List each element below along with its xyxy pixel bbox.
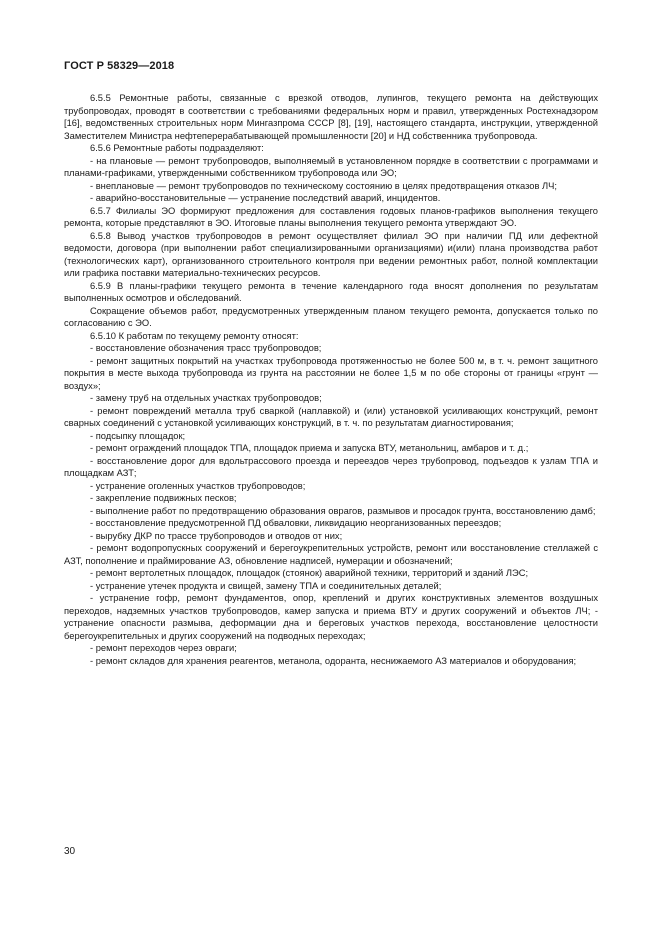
list-item: - ремонт ограждений площадок ТПА, площадок приема и запуска ВТУ, метанольниц, амбаров и т. д.; (90, 443, 529, 453)
list-item: - ремонт переходов через овраги; (90, 643, 237, 653)
list-item: - восстановление обозначения трасс трубопроводов; (90, 343, 322, 353)
list-item: - выполнение работ по предотвращению образования оврагов, размывов и просадок грунта, восстановлению дамб; (90, 505, 596, 516)
list-item: - внеплановые — ремонт трубопроводов по техническому состоянию в целях предотвращения отказов ЛЧ; (90, 180, 557, 191)
list-item: - ремонт защитных покрытий на участках трубопровода протяженностью не более 500 м, в т. ч. ремонт защитного покрытия в месте выхода трубопровода из грунта на расстоянии не более 1,5 м по обе стороны от границы «грунт — воздух»; (64, 355, 598, 391)
list-item: - замену труб на отдельных участках трубопроводов; (90, 393, 322, 403)
paragraph: 6.5.9 В планы-графики текущего ремонта в течение календарного года вносят дополнения по результатам выполненных осмотров и обследований. (64, 280, 598, 303)
list-item: - устранение гофр, ремонт фундаментов, опор, креплений и других конструктивных элементов воздушных переходов, надземных участков трубопроводов, камер запуска и приема ВТУ и других сооружений и объектов ЛЧ; - устранение опасности размыва, деформации дна и береговых участков перехода, восстановление целостности берегоукрепительных и других сооружений на подводных переходах; (64, 593, 598, 641)
list-item: - восстановление предусмотренной ПД обваловки, ликвидацию неорганизованных переездов; (90, 518, 502, 528)
list-item: - ремонт водопропускных сооружений и берегоукрепительных устройств, ремонт или восстановление стеллажей с АЗТ, пополнение и праймирование АЗ, обновление надписей, нумерации и обозначений; (64, 543, 598, 566)
list-item: - устранение оголенных участков трубопроводов; (90, 480, 306, 491)
list-item: - на плановые — ремонт трубопроводов, выполняемый в установленном порядке в соответствии с программами и планами-графиками, утвержденными собственником трубопровода или ЭО; (64, 155, 598, 178)
page-number: 30 (64, 846, 76, 857)
paragraph: 6.5.6 Ремонтные работы подразделяют: (90, 143, 264, 153)
list-item: - ремонт повреждений металла труб сваркой (наплавкой) и (или) установкой усиливающих конструкций, ремонт сварных соединений с установкой усиливающих конструкций, в т. ч. по результатам диагностирования; (64, 405, 598, 428)
paragraph: 6.5.7 Филиалы ЭО формируют предложения для составления годовых планов-графиков выполнения текущего ремонта, которые представляют в ЭО. Итоговые планы выполнения текущего ремонта утверждают ЭО. (64, 205, 598, 228)
paragraph: 6.5.8 Вывод участков трубопроводов в ремонт осуществляет филиал ЭО при наличии ПД или дефектной ведомости, договора (при выполнении работ специализированными организациями) и(или) плана производства работ (технологических карт), организованного строительного контроля при ведении ремонтных работ, полной комплектации или графика поставки материально-технических ресурсов. (64, 230, 598, 278)
list-item: - аварийно-восстановительные — устранение последствий аварий, инцидентов. (90, 193, 441, 203)
list-item: - подсыпку площадок; (90, 430, 186, 441)
list-item: - вырубку ДКР по трассе трубопроводов и отводов от них; (90, 530, 343, 541)
document-body (64, 92, 598, 667)
paragraph: 6.5.5 Ремонтные работы, связанные с врезкой отводов, лупингов, текущего ремонта на действующих трубопроводах, проводят в соответствии с требованиями федеральных норм и правил, утвержденных Ростехнадзором [16], ведомственных строительных норм Мингазпрома СССР [8], [19], настоящего стандарта, инструкции, утвержденной Заместителем Министра нефтеперерабатывающей промышленности [20] и НД собственника трубопровода. (64, 93, 598, 141)
document-code-header: ГОСТ Р 58329—2018 (64, 60, 175, 72)
list-item: - закрепление подвижных песков; (90, 493, 237, 503)
list-item: - ремонт складов для хранения реагентов, метанола, одоранта, неснижаемого АЗ материалов и оборудования; (90, 655, 577, 666)
paragraph: Сокращение объемов работ, предусмотренных утвержденным планом текущего ремонта, допускается только по согласованию с ЭО. (64, 305, 598, 328)
paragraph: 6.5.10 К работам по текущему ремонту относят: (90, 330, 299, 341)
list-item: - восстановление дорог для вдольтрассового проезда и переездов через трубопровод, подъездов к узлам ТПА и площадкам АЗТ; (64, 455, 598, 478)
list-item: - ремонт вертолетных площадок, площадок (стоянок) аварийной техники, территорий и зданий ЛЭС; (90, 568, 529, 578)
list-item: - устранение утечек продукта и свищей, замену ТПА и соединительных деталей; (90, 580, 442, 591)
